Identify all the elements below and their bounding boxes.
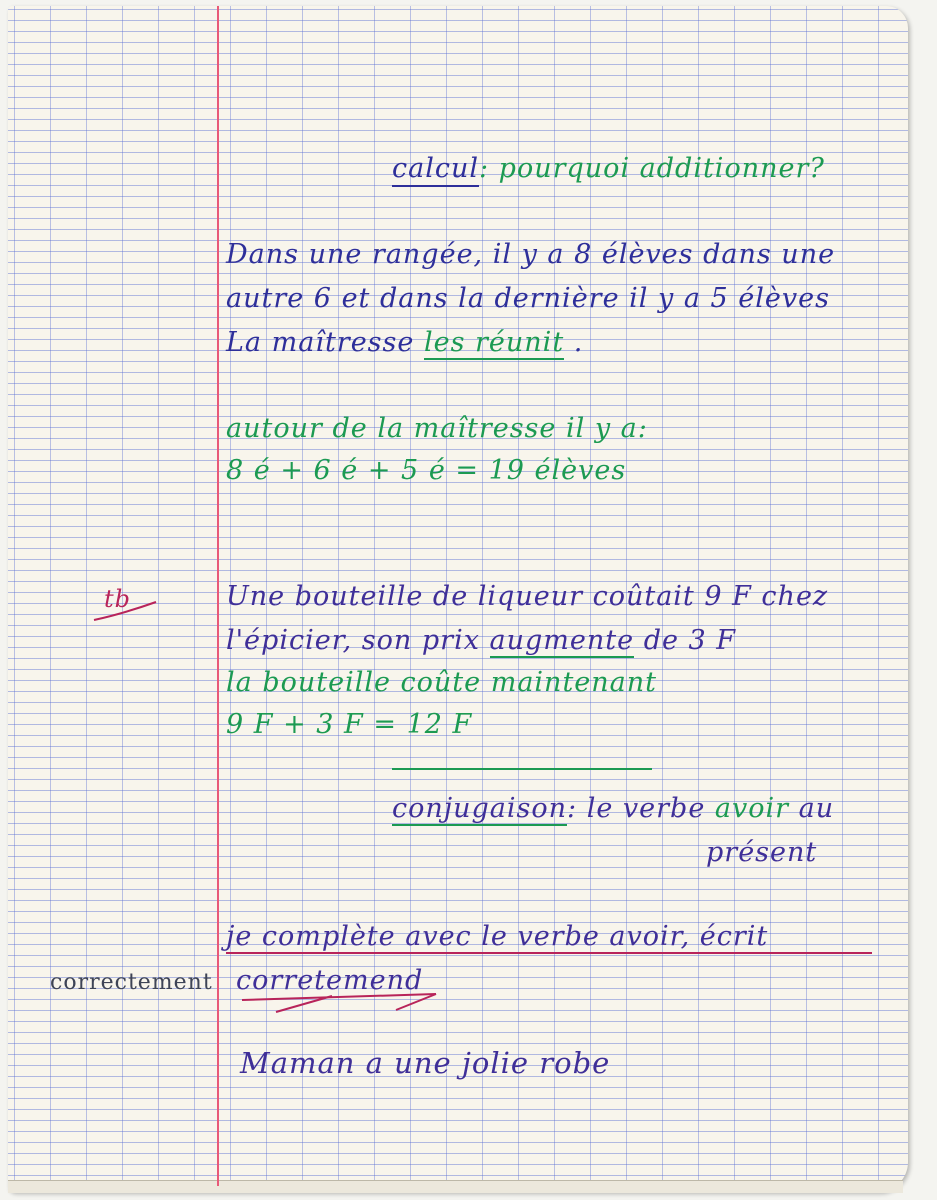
problem1-line1: Dans une rangée, il y a 8 élèves dans une	[226, 239, 836, 270]
conjugation-heading	[392, 792, 834, 826]
conjugation-heading-line2: présent	[706, 837, 818, 868]
problem2-line3: la bouteille coûte maintenant	[226, 667, 657, 698]
conjugation-rest: : le verbe	[567, 793, 706, 824]
problem2-line2	[226, 624, 736, 658]
problem2-underlined: augmente	[489, 625, 635, 656]
lesson-title	[392, 152, 825, 186]
conjugation-label: conjugaison	[392, 793, 568, 824]
problem1-line2: autre 6 et dans la dernière il y a 5 élèves	[226, 283, 830, 314]
teacher-correction: correctement	[50, 970, 213, 995]
problem2-line2-end: de 3 F	[643, 625, 737, 656]
problem1-line3-start: La maîtresse	[226, 327, 415, 358]
problem1-line3	[226, 326, 583, 360]
problem2-equation: 9 F + 3 F = 12 F	[226, 709, 473, 740]
section-separator	[392, 768, 652, 770]
page-edge	[8, 1180, 903, 1193]
instruction-underline	[226, 952, 872, 954]
margin-mark: tb	[104, 585, 132, 613]
title-calcul: calcul	[392, 153, 479, 187]
title-question: : pourquoi additionner?	[479, 153, 825, 184]
solution1-equation: 8 é + 6 é + 5 é = 19 élèves	[226, 455, 627, 486]
example-sentence: Maman a une jolie robe	[240, 1046, 611, 1080]
margin-mark-underline	[92, 598, 162, 628]
margin-line	[217, 6, 219, 1186]
problem1-underlined: les réunit	[423, 327, 565, 358]
conjugation-end: au	[798, 793, 835, 824]
misspelled-word-underline	[236, 992, 446, 1016]
solution1-line1: autour de la maîtresse il y a:	[226, 413, 648, 444]
problem2-line1: Une bouteille de liqueur coûtait 9 F chez	[226, 581, 829, 612]
conjugation-verb: avoir	[714, 793, 790, 824]
misspelled-word: corretemend	[236, 965, 424, 996]
problem2-line2-start: l'épicier, son prix	[226, 625, 480, 656]
problem1-line3-end: .	[573, 327, 584, 358]
exercise-instruction: je complète avec le verbe avoir, écrit	[226, 921, 769, 952]
